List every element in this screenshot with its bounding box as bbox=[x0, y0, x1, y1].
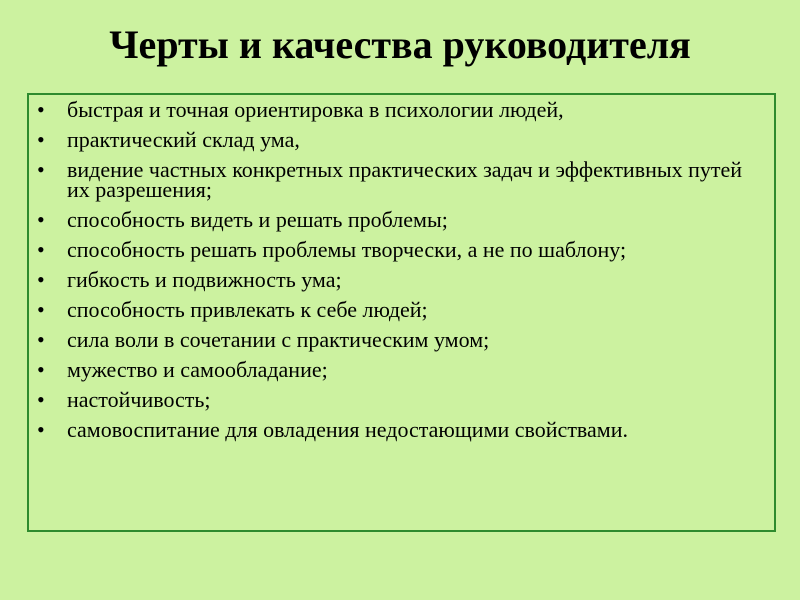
list-item-text: настойчивость; bbox=[67, 387, 211, 412]
list-item bbox=[35, 267, 764, 292]
bullet-icon: • bbox=[37, 157, 45, 182]
list-item bbox=[35, 327, 764, 352]
list-item-text: способность решать проблемы творчески, а не по шаблону; bbox=[67, 237, 627, 262]
list-item bbox=[35, 387, 764, 412]
list-item-text: сила воли в сочетании с практическим умом; bbox=[67, 327, 490, 352]
bullet-icon: • bbox=[37, 357, 45, 382]
list-item-text: видение частных конкретных практических задач и эффективных путей их разрешения; bbox=[67, 157, 743, 202]
list-item-text: быстрая и точная ориентировка в психологии людей, bbox=[67, 97, 564, 122]
list-item bbox=[35, 237, 764, 262]
list-item-text: мужество и самообладание; bbox=[67, 357, 328, 382]
list-item bbox=[35, 207, 764, 232]
list-item bbox=[35, 297, 764, 322]
list-item bbox=[35, 157, 764, 202]
list-item-text: способность привлекать к себе людей; bbox=[67, 297, 428, 322]
list-item bbox=[35, 417, 764, 442]
list-item-text: практический склад ума, bbox=[67, 127, 300, 152]
list-item-text: способность видеть и решать проблемы; bbox=[67, 207, 448, 232]
bullet-icon: • bbox=[37, 127, 45, 152]
bullet-icon: • bbox=[37, 267, 45, 292]
slide-title: Черты и качества руководителя bbox=[109, 22, 691, 67]
bullet-icon: • bbox=[37, 297, 45, 322]
list-item-text: гибкость и подвижность ума; bbox=[67, 267, 342, 292]
bullet-icon: • bbox=[37, 327, 45, 352]
list-item bbox=[35, 127, 764, 152]
content-box bbox=[27, 93, 776, 532]
bullet-icon: • bbox=[37, 207, 45, 232]
list-item bbox=[35, 357, 764, 382]
bullet-icon: • bbox=[37, 417, 45, 442]
bullet-icon: • bbox=[37, 237, 45, 262]
list-item bbox=[35, 97, 764, 122]
list-item-text: самовоспитание для овладения недостающими свойствами. bbox=[67, 417, 628, 442]
bullet-icon: • bbox=[37, 387, 45, 412]
bullet-list bbox=[35, 97, 764, 450]
bullet-icon: • bbox=[37, 97, 45, 122]
